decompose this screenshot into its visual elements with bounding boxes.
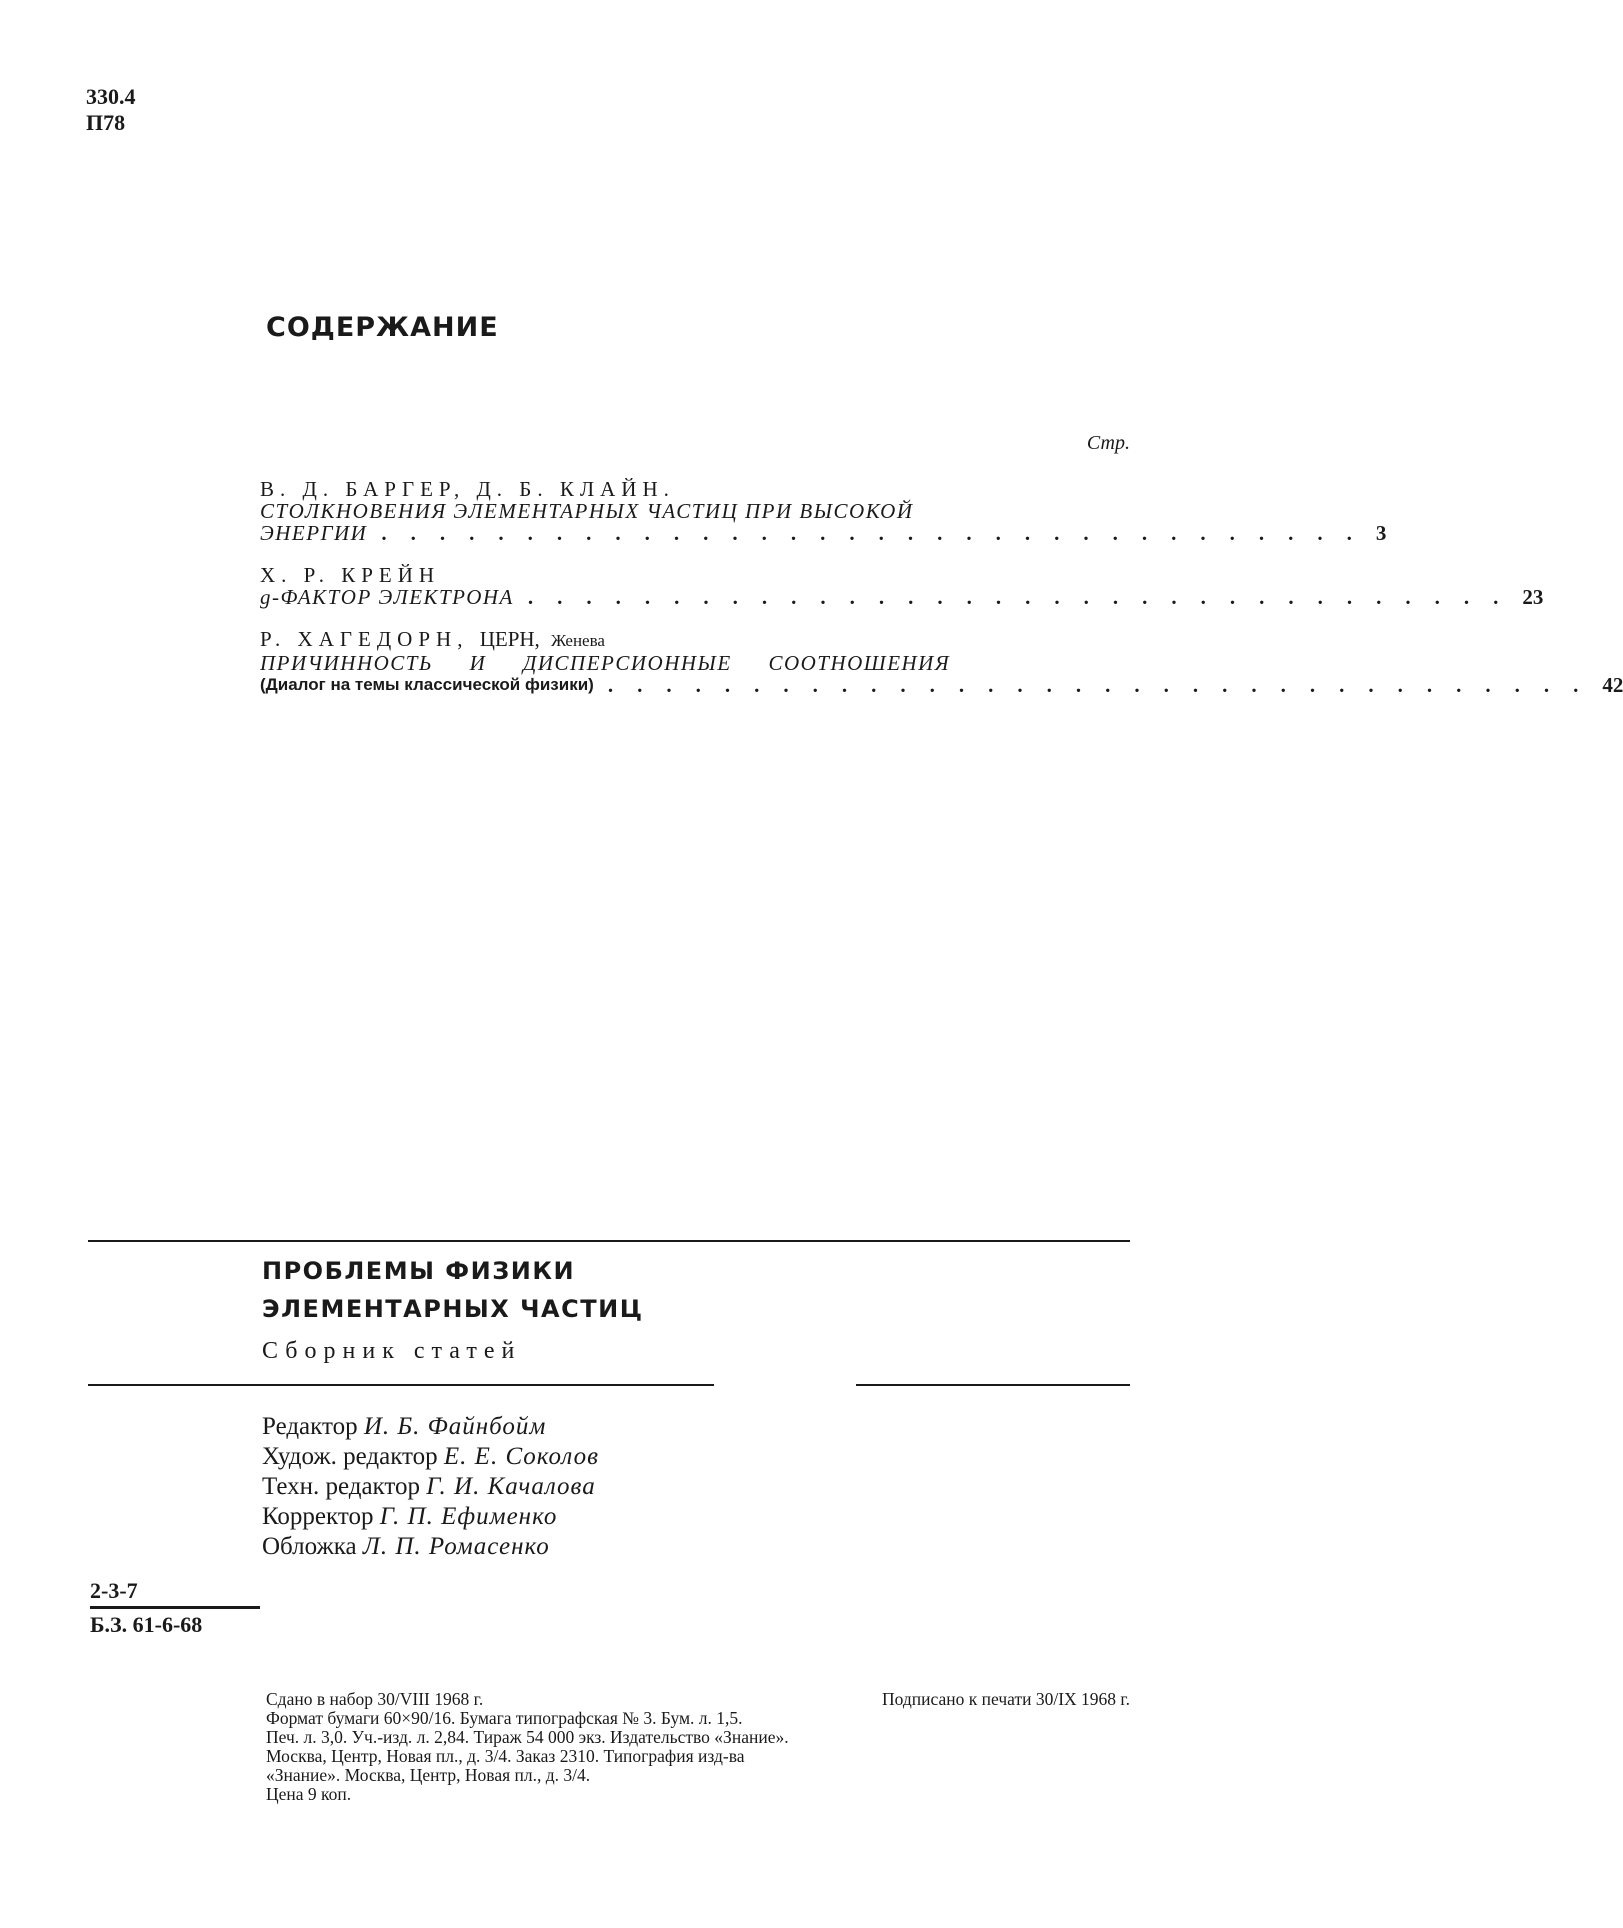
contents-title: СОДЕРЖАНИЕ xyxy=(266,312,499,343)
credit-line xyxy=(262,1412,599,1442)
credit-name: Г. И. Качалова xyxy=(426,1473,596,1500)
credit-line xyxy=(262,1442,599,1472)
toc-entry[interactable] xyxy=(260,627,1623,697)
catalog-code-rule xyxy=(90,1606,260,1609)
toc-author-name: Р. ХАГЕДОРН, xyxy=(260,627,469,651)
toc-page-number: 23 xyxy=(1522,585,1544,609)
toc-entry[interactable] xyxy=(260,477,1387,545)
imprint-typeset-date: Сдано в набор 30/VIII 1968 г. xyxy=(266,1689,484,1709)
book-title xyxy=(262,1252,643,1328)
toc-row xyxy=(260,521,1387,545)
imprint xyxy=(266,1690,1130,1804)
imprint-line xyxy=(266,1690,1130,1709)
credit-role: Редактор xyxy=(262,1413,358,1440)
toc-page-number: 3 xyxy=(1375,521,1387,545)
credit-role: Корректор xyxy=(262,1503,374,1530)
book-title-line: ПРОБЛЕМЫ ФИЗИКИ xyxy=(262,1257,576,1285)
toc-title: СТОЛКНОВЕНИЯ ЭЛЕМЕНТАРНЫХ ЧАСТИЦ ПРИ ВЫСОКОЙ xyxy=(260,499,914,523)
catalog-code-top: 2-3-7 xyxy=(90,1578,138,1603)
credit-line xyxy=(262,1472,599,1502)
imprint-line: «Знание». Москва, Центр, Новая пл., д. 3/4. xyxy=(266,1765,591,1785)
credit-role: Обложка xyxy=(262,1533,357,1560)
book-title-line: ЭЛЕМЕНТАРНЫХ ЧАСТИЦ xyxy=(262,1295,644,1323)
credit-role: Техн. редактор xyxy=(262,1473,420,1500)
toc-row xyxy=(260,585,1544,609)
credit-name: Г. П. Ефименко xyxy=(379,1503,558,1530)
toc-author: В. Д. БАРГЕР, Д. Б. КЛАЙН. xyxy=(260,477,675,501)
catalog-code-bottom: Б.З. 61-6-68 xyxy=(90,1612,203,1637)
toc-title: ПРИЧИННОСТЬ И ДИСПЕРСИОННЫЕ СООТНОШЕНИЯ xyxy=(260,651,951,675)
credit-name: Е. Е. Соколов xyxy=(443,1443,599,1470)
leader-dots: .................................. xyxy=(607,673,1603,697)
book-subtitle: Сборник статей xyxy=(262,1338,522,1364)
toc-author-city: Женева xyxy=(551,631,605,650)
toc-page-number: 42 xyxy=(1602,673,1623,697)
page-column-label: Стр. xyxy=(1086,432,1130,454)
imprint-signed-date: Подписано к печати 30/IX 1968 г. xyxy=(882,1689,1130,1709)
imprint-price: Цена 9 коп. xyxy=(266,1784,352,1804)
section-divider xyxy=(88,1240,1130,1242)
udc-number: 330.4 xyxy=(86,84,136,109)
credits-list xyxy=(262,1412,599,1562)
credit-line xyxy=(262,1502,599,1532)
subtitle-rule-left xyxy=(88,1384,714,1386)
toc-subtitle: (Диалог на темы классической физики) xyxy=(260,675,594,694)
toc-author-org: ЦЕРН, xyxy=(479,627,540,651)
udc-author-mark: П78 xyxy=(86,110,126,135)
toc-title-continued: ЭНЕРГИИ xyxy=(260,521,368,545)
imprint-line: Печ. л. 3,0. Уч.-изд. л. 2,84. Тираж 54 000 экз. Издательство «Знание». xyxy=(266,1727,789,1747)
subtitle-rule-right xyxy=(856,1384,1130,1386)
credit-role: Худож. редактор xyxy=(262,1443,438,1470)
imprint-line: Москва, Центр, Новая пл., д. 3/4. Заказ 2310. Типография изд-ва xyxy=(266,1746,745,1766)
leader-dots: .................................. xyxy=(527,585,1523,609)
credit-line xyxy=(262,1532,599,1562)
toc-title: g-ФАКТОР ЭЛЕКТРОНА xyxy=(260,585,514,609)
credit-name: Л. П. Ромасенко xyxy=(362,1533,550,1560)
leader-dots: .................................. xyxy=(381,521,1376,545)
toc-entry[interactable] xyxy=(260,563,1544,609)
credit-name: И. Б. Файнбойм xyxy=(363,1413,547,1440)
udc-code xyxy=(86,84,136,136)
imprint-line: Формат бумаги 60×90/16. Бумага типографская № 3. Бум. л. 1,5. xyxy=(266,1708,743,1728)
toc-author: X. Р. КРЕЙН xyxy=(260,563,441,587)
toc-row xyxy=(260,673,1623,697)
toc-author xyxy=(260,628,1130,652)
